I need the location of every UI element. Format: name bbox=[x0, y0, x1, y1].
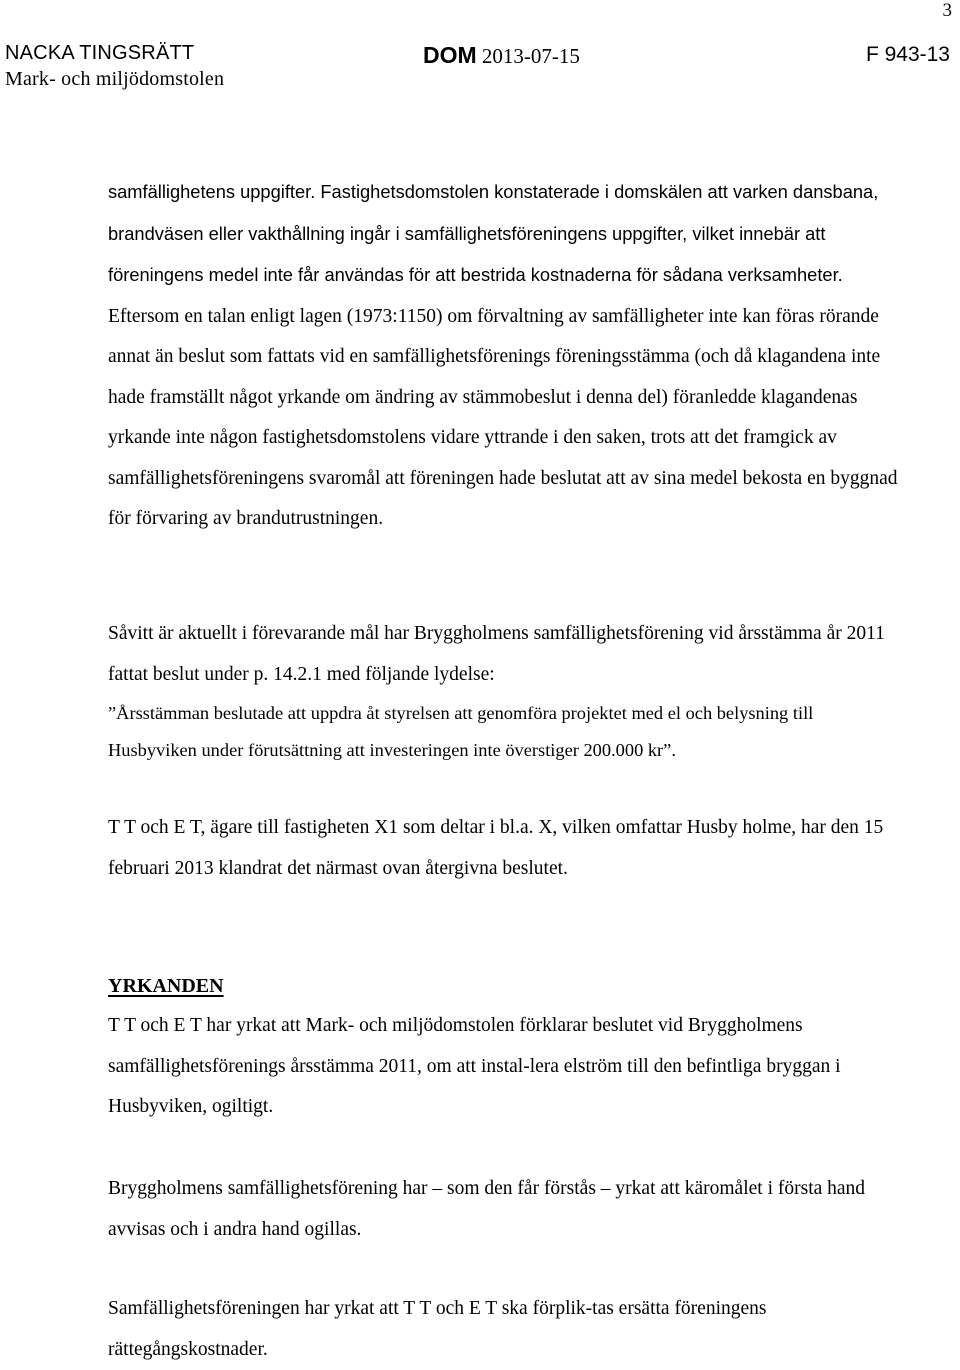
paragraph-decision bbox=[108, 614, 898, 769]
document-date: 2013-07-15 bbox=[481, 44, 580, 68]
paragraph-1-sans-part: samfällighetens uppgifter. Fastighetsdomstolen konstaterade i domskälen att varken dansbana, brandväsen eller vakthållning ingår i samfällighetsföreningens uppgifter, vilket innebär att föreningens medel inte får användas för att bestrida kostnaderna för sådana verksamheter. bbox=[108, 181, 879, 285]
paragraph-4: T T och E T har yrkat att Mark- och miljödomstolen förklarar beslutet vid Bryggholmens samfällighetsförenings årsstämma 2011, om att instal-lera elström till den befintliga bryggan i Husbyviken, ogiltigt. bbox=[108, 1015, 841, 1117]
document-type: DOM bbox=[423, 42, 477, 68]
document-header bbox=[5, 40, 950, 100]
paragraph-background bbox=[108, 172, 898, 540]
paragraph-claim-filed bbox=[108, 808, 898, 889]
section-claims bbox=[108, 966, 898, 1128]
court-block bbox=[5, 40, 224, 92]
paragraph-1-serif-part: Eftersom en talan enligt lagen (1973:1150) om förvaltning av samfälligheter inte kan föras rörande annat än beslut som fattats vid en samfällighetsförenings föreningsstämma (och då klagandena inte hade framställt något yrkande om ändring av stämmobeslut i denna del) föranledde klagandenas yrkande inte någon fastighetsdomstolens vidare yttrande i den saken, trots att det framgick av samfällighetsföreningens svaromål att föreningen hade beslutat att av sina medel bekosta en byggnad för förvaring av brandutrustningen. bbox=[108, 305, 898, 529]
paragraph-costs bbox=[108, 1289, 898, 1370]
paragraph-1 bbox=[108, 172, 898, 540]
paragraph-3: T T och E T, ägare till fastigheten X1 som deltar i bl.a. X, vilken omfattar Husby holme, har den 15 februari 2013 klandrat det närmast ovan återgivna beslutet. bbox=[108, 817, 884, 879]
page-number: 3 bbox=[942, 0, 952, 21]
paragraph-5: Bryggholmens samfällighetsförening har – som den får förstås – yrkat att käromålet i första hand avvisas och i andra hand ogillas. bbox=[108, 1178, 866, 1240]
paragraph-6: Samfällighetsföreningen har yrkat att T T och E T ska förplik-tas ersätta föreningens rättegångskostnader. bbox=[108, 1298, 767, 1360]
document-type-date bbox=[423, 42, 580, 69]
court-department: Mark- och miljödomstolen bbox=[5, 68, 225, 90]
section-heading: YRKANDEN bbox=[108, 975, 224, 997]
paragraph-respondent bbox=[108, 1169, 898, 1250]
decision-quote: ”Årsstämman beslutade att uppdra åt styrelsen att genomföra projektet med el och belysning till Husbyviken under förutsättning att investeringen inte överstiger 200.000 kr”. bbox=[108, 703, 814, 760]
court-name: NACKA TINGSRÄTT bbox=[5, 42, 195, 64]
paragraph-2: Såvitt är aktuellt i förevarande mål har Bryggholmens samfällighetsförening vid årsstämma år 2011 fattat beslut under p. 14.2.1 med följande lydelse: bbox=[108, 623, 885, 685]
case-number: F 943-13 bbox=[865, 43, 950, 66]
